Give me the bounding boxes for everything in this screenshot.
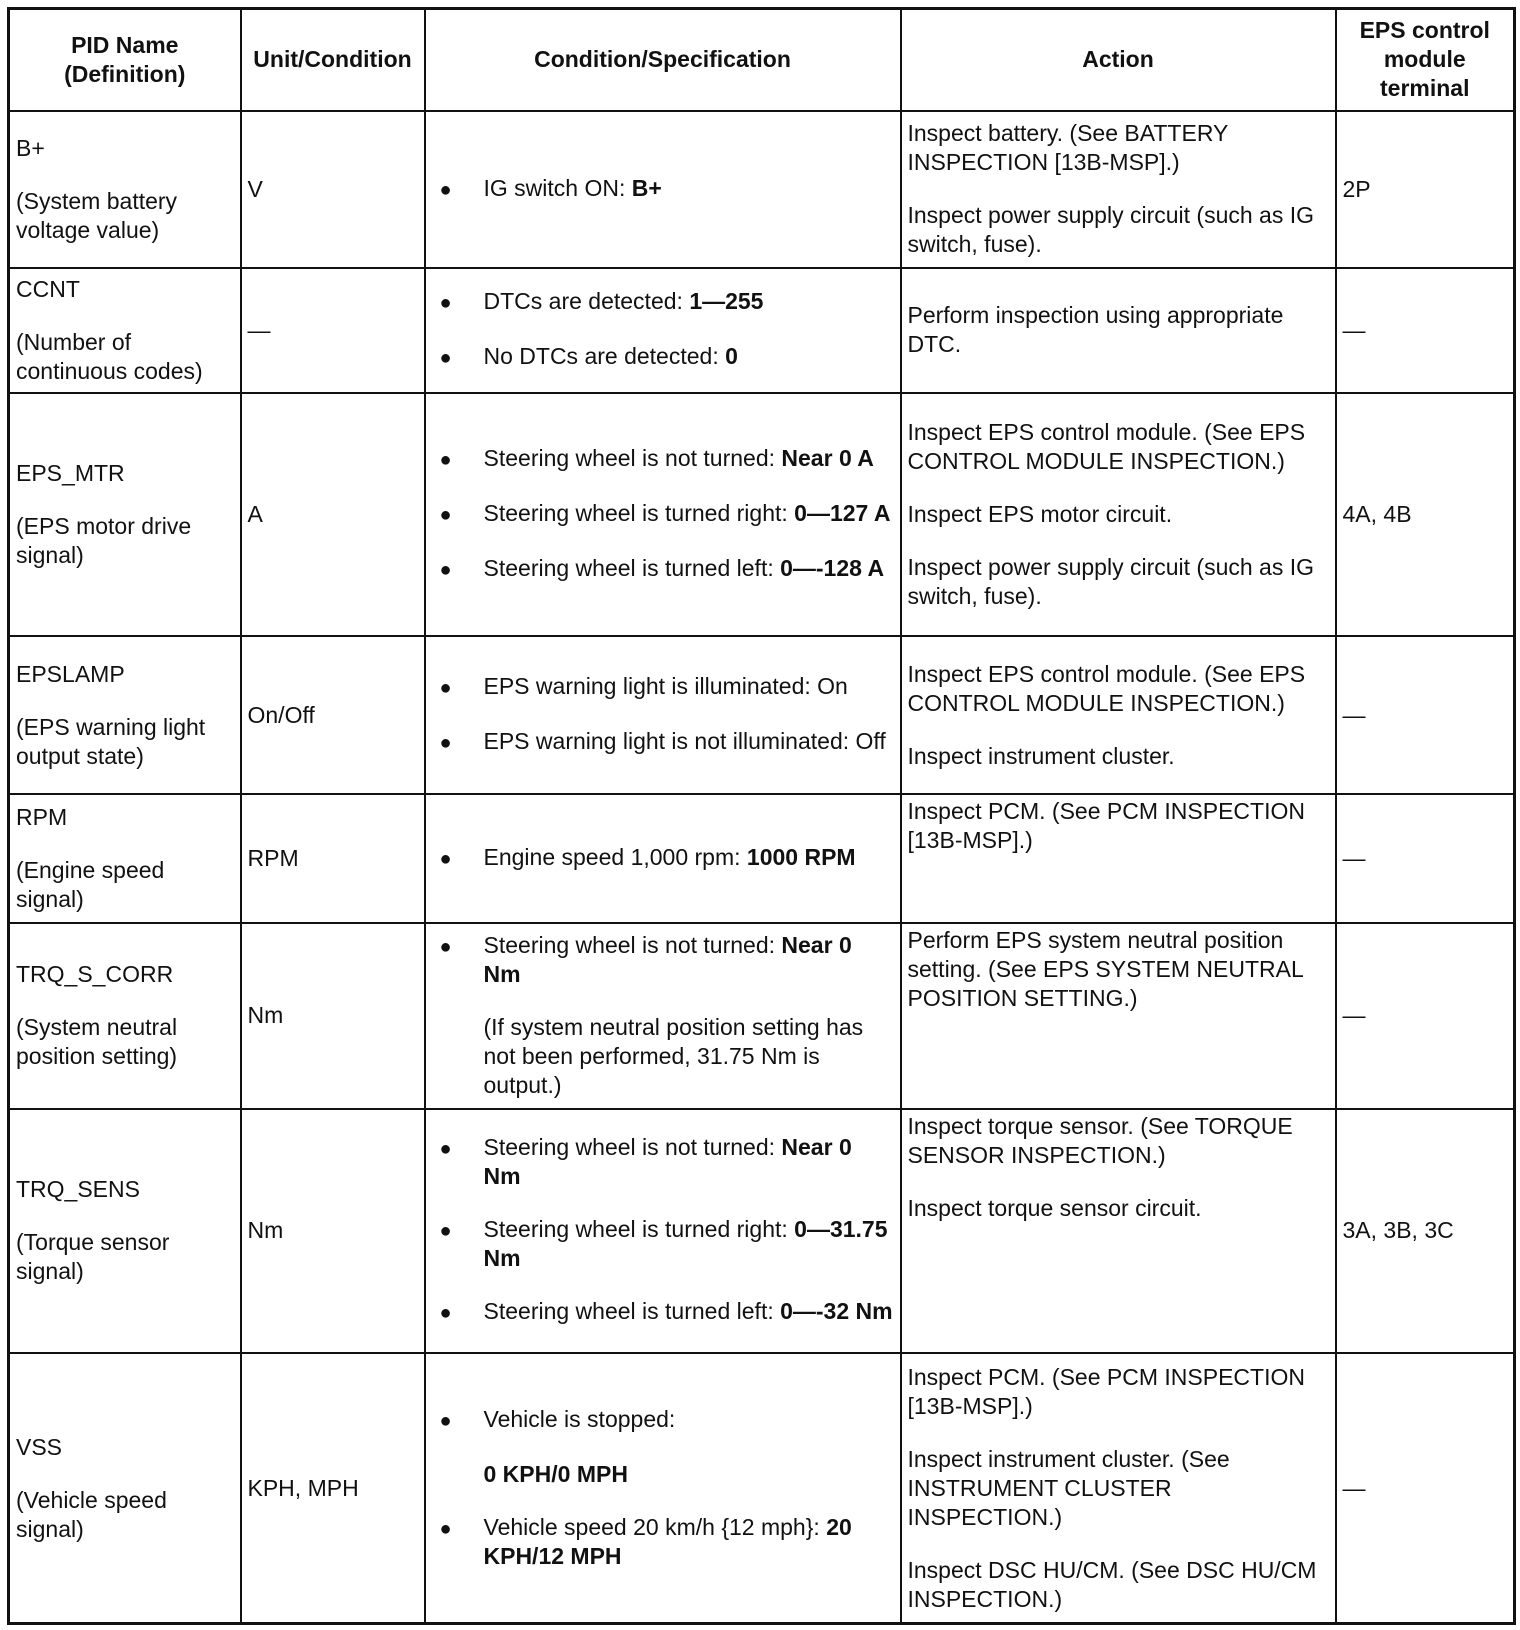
pid-name-cell [9,1353,241,1623]
pid-name: EPS_MTR [16,460,125,487]
spec-item: ● Steering wheel is not turned: Near 0 A [432,444,894,475]
spec-item: ● Vehicle speed 20 km/h {12 mph}: 20 KPH/12 MPH [432,1513,894,1571]
bullet-icon [432,1133,484,1164]
action-text: Perform EPS system neutral position setting. (See EPS SYSTEM NEUTRAL POSITION SETTING.) [907,926,1303,1011]
table-row [9,1109,1515,1353]
spec-cell [425,1353,901,1623]
table-row [9,1353,1515,1623]
pid-definition: (Vehicle speed signal) [16,1486,167,1542]
pid-name-cell [9,923,241,1109]
spec-cell [425,111,901,268]
action-cell [901,1109,1336,1353]
terminal-cell: — [1336,636,1515,794]
pid-name-cell [9,636,241,794]
bullet-icon [432,1297,484,1328]
action-cell [901,794,1336,922]
spec-item: ● Engine speed 1,000 rpm: 1000 RPM [432,843,894,874]
action-text: Inspect instrument cluster. [907,742,1175,769]
unit-cell: V [241,111,425,268]
terminal-cell: 3A, 3B, 3C [1336,1109,1515,1353]
action-text: Inspect PCM. (See PCM INSPECTION [13B-MSP].) [907,798,1305,854]
spec-cell [425,268,901,393]
action-cell [901,268,1336,393]
spec-cell [425,393,901,636]
terminal-cell: — [1336,268,1515,393]
spec-cell [425,636,901,794]
pid-name: B+ [16,134,45,161]
terminal-cell: — [1336,794,1515,922]
bullet-icon [432,287,484,318]
pid-name-cell [9,111,241,268]
table-row [9,268,1515,393]
bullet-icon [432,554,484,585]
action-cell [901,1353,1336,1623]
bullet-icon [432,444,484,475]
pid-name: EPSLAMP [16,660,125,687]
header-terminal-line1: EPS control [1359,17,1490,44]
spec-cell [425,923,901,1109]
action-text: Inspect battery. (See BATTERY INSPECTION [13B-MSP].) [907,120,1228,176]
action-text: Inspect PCM. (See PCM INSPECTION [13B-MSP].) [907,1363,1305,1419]
pid-name: RPM [16,803,68,830]
bullet-icon [432,1513,484,1544]
pid-name: TRQ_S_CORR [16,961,174,988]
header-row [9,9,1515,111]
spec-item: ● DTCs are detected: 1—255 [432,287,894,318]
spec-item: ● Steering wheel is not turned: Near 0 Nm [432,931,894,989]
spec-item: ● Steering wheel is turned left: 0—-128 A [432,554,894,585]
pid-definition: (System neutral position setting) [16,1014,178,1070]
bullet-icon [432,843,484,874]
spec-item: ● Steering wheel is turned right: 0—31.75 Nm [432,1215,894,1273]
pid-definition: (EPS warning light output state) [16,713,206,769]
action-text: Inspect power supply circuit (such as IG switch, fuse). [907,202,1314,258]
spec-item: ● IG switch ON: B+ [432,174,894,205]
table-row [9,111,1515,268]
terminal-cell: — [1336,923,1515,1109]
pid-name: VSS [16,1433,63,1460]
bullet-icon [432,342,484,373]
action-text: Inspect EPS control module. (See EPS CONTROL MODULE INSPECTION.) [907,660,1306,716]
pid-name-cell [9,794,241,922]
action-cell [901,393,1336,636]
action-text: Inspect DSC HU/CM. (See DSC HU/CM INSPECTION.) [907,1556,1317,1612]
pid-name: CCNT [16,275,80,302]
pid-definition: (Number of continuous codes) [16,328,203,384]
bullet-icon [432,174,484,205]
bullet-icon [432,931,484,962]
unit-cell: On/Off [241,636,425,794]
header-pid-name [9,9,241,111]
spec-cell [425,1109,901,1353]
spec-item: ● Steering wheel is not turned: Near 0 Nm [432,1133,894,1191]
action-text: Inspect torque sensor. (See TORQUE SENSOR INSPECTION.) [907,1112,1293,1168]
bullet-icon [432,1405,484,1436]
action-text: Inspect instrument cluster. (See INSTRUMENT CLUSTER INSPECTION.) [907,1445,1230,1530]
action-cell [901,111,1336,268]
pid-name: TRQ_SENS [16,1176,140,1203]
unit-cell: A [241,393,425,636]
terminal-cell: 4A, 4B [1336,393,1515,636]
header-unit: Unit/Condition [241,9,425,111]
header-pid-line1: PID Name [71,31,179,58]
pid-name-cell [9,268,241,393]
action-text: Inspect EPS motor circuit. [907,501,1173,528]
pid-definition: (Engine speed signal) [16,856,165,912]
spec-cell [425,794,901,922]
header-action: Action [901,9,1336,111]
header-pid-line2: (Definition) [64,60,186,87]
pid-name-cell [9,393,241,636]
unit-cell: KPH, MPH [241,1353,425,1623]
pid-definition: (System battery voltage value) [16,187,178,243]
table-row [9,794,1515,922]
action-text: Inspect torque sensor circuit. [907,1194,1202,1221]
bullet-icon [432,672,484,703]
spec-item: ● EPS warning light is illuminated: On [432,672,894,703]
action-text: Perform inspection using appropriate DTC. [907,302,1284,358]
bullet-icon [432,499,484,530]
unit-cell: Nm [241,923,425,1109]
header-terminal-line3: terminal [1380,75,1470,102]
pid-definition: (Torque sensor signal) [16,1229,170,1285]
table-row [9,636,1515,794]
unit-cell: Nm [241,1109,425,1353]
spec-item: ● Steering wheel is turned left: 0—-32 Nm [432,1297,894,1328]
bullet-icon [432,727,484,758]
unit-cell: RPM [241,794,425,922]
terminal-cell: 2P [1336,111,1515,268]
header-terminal-line2: module [1383,46,1466,73]
table-row [9,393,1515,636]
header-terminal [1336,9,1515,111]
pid-name-cell [9,1109,241,1353]
table-row [9,923,1515,1109]
spec-item: ● No DTCs are detected: 0 [432,342,894,373]
spec-item: ● EPS warning light is not illuminated: Off [432,727,894,758]
header-spec: Condition/Specification [425,9,901,111]
spec-value: 0 KPH/0 MPH [483,1461,628,1488]
action-cell [901,923,1336,1109]
spec-note: (If system neutral position setting has not been performed, 31.75 Nm is output.) [483,1014,864,1099]
spec-item: ● Vehicle is stopped: [432,1405,894,1436]
pid-monitor-table [7,7,1516,1625]
action-cell [901,636,1336,794]
spec-item: ● Steering wheel is turned right: 0—127 A [432,499,894,530]
unit-cell: — [241,268,425,393]
pid-table-sheet [7,7,1513,1625]
action-text: Inspect power supply circuit (such as IG switch, fuse). [907,554,1314,610]
action-text: Inspect EPS control module. (See EPS CONTROL MODULE INSPECTION.) [907,419,1306,475]
bullet-icon [432,1215,484,1246]
terminal-cell: — [1336,1353,1515,1623]
pid-definition: (EPS motor drive signal) [16,513,192,569]
